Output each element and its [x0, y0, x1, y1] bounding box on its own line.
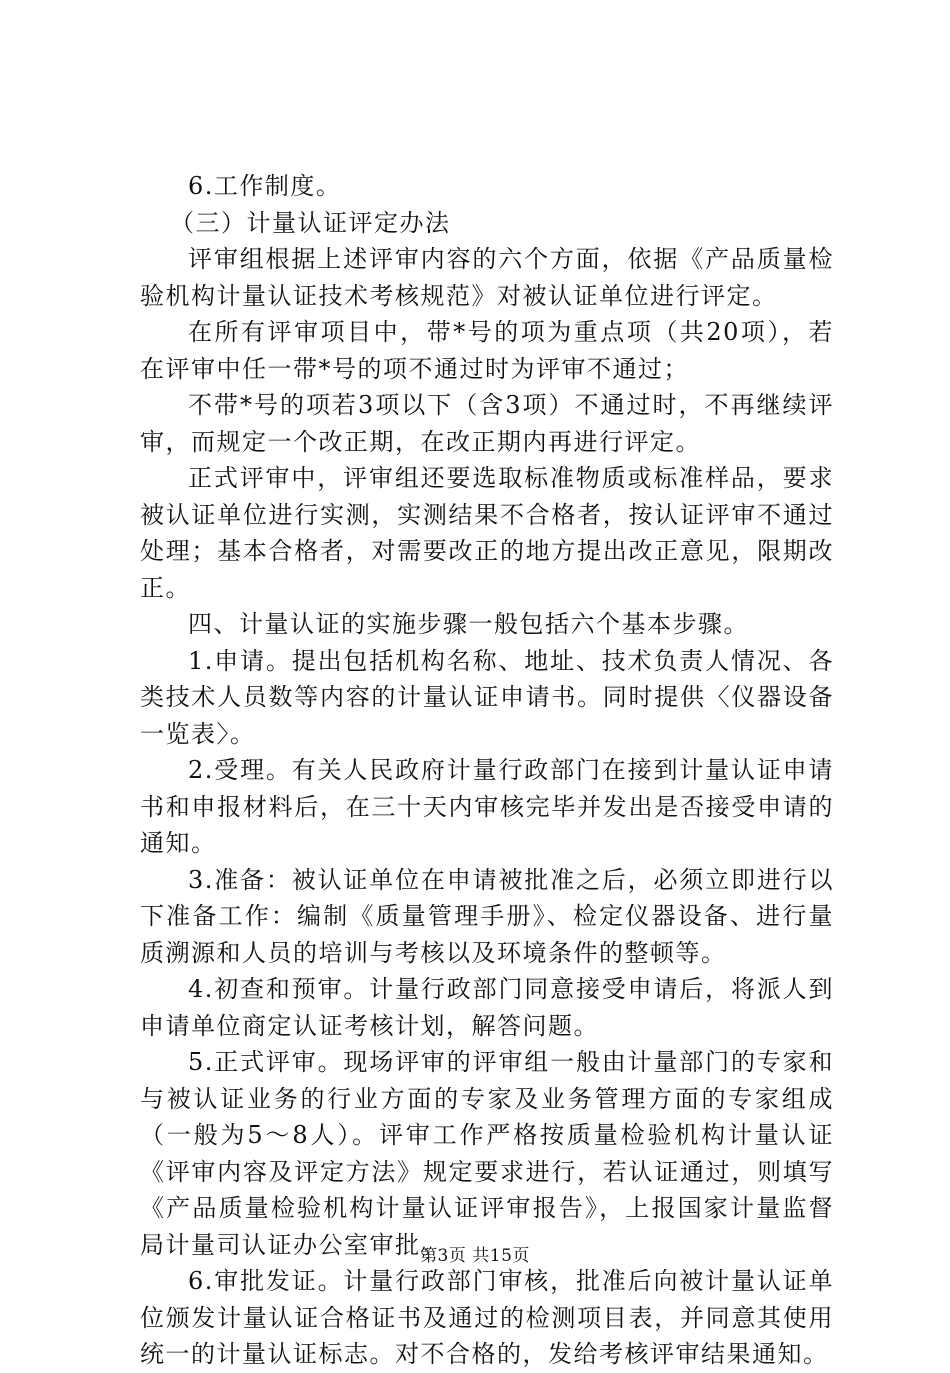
list-item-step-approve-certify: 6.审批发证。计量行政部门审核，批准后向被计量认证单位颁发计量认证合格证书及通过的检测项目表，并同意其使用统一的计量认证标志。对不合格的，发给考核评审结果通知。 — [140, 1267, 834, 1368]
paragraph-formal-review-testing: 正式评审中，评审组还要选取标准物质或标准样品，要求被认证单位进行实测，实测结果不合格者，按认证评审不通过处理；基本合格者，对需要改正的地方提出改正意见，限期改正。 — [140, 464, 834, 602]
paragraph-work-system: 6.工作制度。 — [188, 172, 342, 200]
list-item-step-accept: 2.受理。有关人民政府计量行政部门在接到计量认证申请书和申报材料后，在三十天内审核完毕并发出是否接受申请的通知。 — [140, 756, 834, 857]
paragraph-non-key-items: 不带*号的项若3项以下（含3项）不通过时，不再继续评审，而规定一个改正期，在改正期内再进行评定。 — [140, 391, 834, 456]
list-item-step-prepare: 3.准备：被认证单位在申请被批准之后，必须立即进行以下准备工作：编制《质量管理手册》、检定仪器设备、进行量质溯源和人员的培训与考核以及环境条件的整顿等。 — [140, 865, 834, 967]
paragraph-key-items: 在所有评审项目中，带*号的项为重点项（共20项），若在评审中任一带*号的项不通过时为评审不通过； — [140, 318, 834, 383]
section-heading-implementation-steps: 四、计量认证的实施步骤一般包括六个基本步骤。 — [188, 610, 749, 638]
document-body — [140, 168, 834, 1373]
list-item-step-preliminary-review: 4.初查和预审。计量行政部门同意接受申请后，将派人到申请单位商定认证考核计划，解答问题。 — [140, 975, 834, 1040]
list-item-step-apply: 1.申请。提出包括机构名称、地址、技术负责人情况、各类技术人员数等内容的计量认证申请书。同时提供〈仪器设备一览表〉。 — [140, 646, 834, 748]
list-item-step-formal-review: 5.正式评审。现场评审的评审组一般由计量部门的专家和与被认证业务的行业方面的专家及业务管理方面的专家组成（一般为5～8人）。评审工作严格按质量检验机构计量认证《评审内容及评定方法》规定要求进行，若认证通过，则填写《产品质量检验机构计量认证评审报告》，上报国家计量监督局计量司认证办公室审批。 — [140, 1048, 834, 1259]
page-number-footer: 第3页 共15页 — [420, 1246, 530, 1266]
section-heading-evaluation-method: （三）计量认证评定办法 — [170, 208, 451, 237]
paragraph-evaluation-basis: 评审组根据上述评审内容的六个方面，依据《产品质量检验机构计量认证技术考核规范》对被认证单位进行评定。 — [140, 245, 834, 310]
